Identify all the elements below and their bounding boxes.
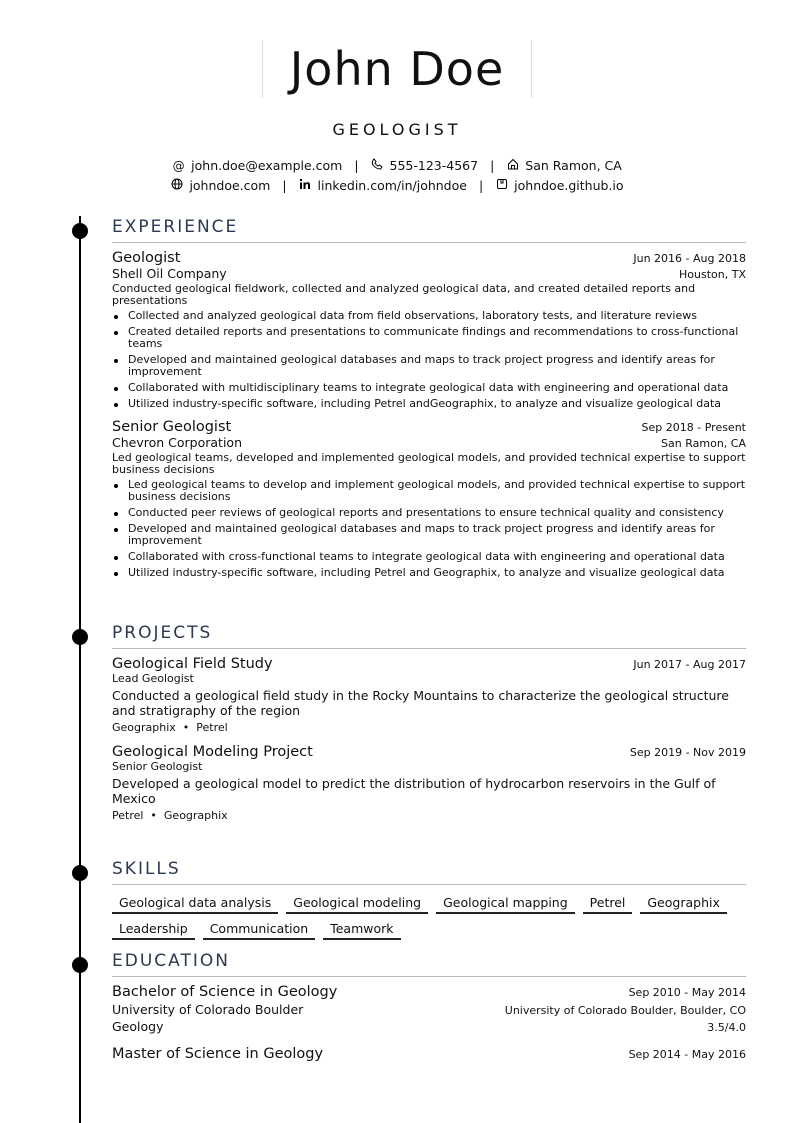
date-range: Jun 2017 - Aug 2017 [633, 658, 746, 671]
section-title: EXPERIENCE [112, 216, 746, 243]
timeline-line [79, 216, 81, 1123]
date-range: Sep 2010 - May 2014 [628, 986, 746, 999]
project-role: Lead Geologist [112, 672, 194, 685]
entry-subheader [112, 1002, 746, 1017]
entry-details [112, 1019, 746, 1034]
candidate-name: John Doe [289, 42, 505, 96]
skill-tag: Geographix [640, 895, 727, 914]
school-name: University of Colorado Boulder [112, 1002, 304, 1017]
linkedin-link[interactable]: linkedin.com/in/johndoe [317, 178, 467, 193]
separator: | [282, 178, 287, 193]
project-name: Geological Modeling Project [112, 744, 313, 760]
skill-tag: Geological mapping [436, 895, 575, 914]
role-title: Senior Geologist [112, 419, 232, 435]
entry-header [112, 250, 746, 266]
education-section [112, 950, 746, 1062]
location-text: San Ramon, CA [525, 158, 622, 173]
education-entry [112, 984, 746, 1034]
skill-list [112, 892, 746, 944]
section-title: PROJECTS [112, 622, 746, 649]
location: San Ramon, CA [661, 437, 746, 450]
education-entry [112, 1046, 746, 1062]
bullet-item: Utilized industry-specific software, including Petrel and Geographix, to analyze and visualize geological data [128, 567, 746, 579]
entry-header [112, 984, 746, 1000]
company-name: Chevron Corporation [112, 435, 242, 450]
home-icon [506, 157, 519, 176]
email-link[interactable]: john.doe@example.com [191, 158, 343, 173]
separator: | [478, 178, 484, 193]
bullet-list [112, 479, 746, 579]
field-of-study: Geology [112, 1019, 164, 1034]
website-link[interactable]: johndoe.com [189, 178, 271, 193]
timeline-dot-projects [72, 629, 88, 645]
experience-entry [112, 419, 746, 579]
project-entry [112, 656, 746, 734]
skill-tag: Geological data analysis [112, 895, 278, 914]
contact-line-1 [0, 156, 794, 176]
bullet-item: Collaborated with multidisciplinary teams to integrate geological data with engineering and operational data [128, 382, 746, 394]
entry-summary: Conducted geological fieldwork, collected and analyzed geological data, and created detailed reports and presentations [112, 282, 696, 307]
entry-header [112, 419, 746, 435]
projects-section [112, 622, 746, 822]
bullet-item: Conducted peer reviews of geological reports and presentations to ensure technical quality and consistency [128, 507, 746, 519]
github-icon [495, 177, 508, 196]
phone-link[interactable]: 555-123-4567 [389, 158, 479, 173]
at-icon: @ [172, 159, 185, 173]
bullet-item: Led geological teams to develop and implement geological models, and provided technical expertise to support business decisions [128, 478, 746, 503]
resume-header [0, 40, 794, 196]
timeline-dot-experience [72, 223, 88, 239]
project-role: Senior Geologist [112, 760, 203, 773]
skill-tag: Geological modeling [286, 895, 428, 914]
name-frame [262, 40, 532, 98]
timeline-dot-skills [72, 865, 88, 881]
skill-tag: Petrel [583, 895, 633, 914]
bullet-item: Collected and analyzed geological data from field observations, laboratory tests, and literature reviews [128, 310, 746, 322]
section-title: SKILLS [112, 858, 746, 885]
bullet-item: Developed and maintained geological databases and maps to track project progress and identify areas for improvement [128, 354, 746, 378]
entry-header [112, 744, 746, 760]
separator: | [490, 158, 495, 173]
globe-icon [170, 177, 183, 196]
degree-name: Master of Science in Geology [112, 1046, 324, 1062]
phone-icon [371, 157, 384, 176]
gpa: 3.5/4.0 [707, 1021, 746, 1034]
date-range: Sep 2014 - May 2016 [628, 1048, 746, 1061]
skill-tag: Teamwork [323, 921, 400, 940]
github-link[interactable]: johndoe.github.io [514, 178, 624, 193]
project-entry [112, 744, 746, 822]
job-title: GEOLOGIST [332, 120, 462, 139]
entry-summary: Led geological teams, developed and implemented geological models, and provided technical expertise to support business decisions [112, 451, 746, 476]
contact-line-2 [0, 176, 794, 196]
bullet-list [112, 310, 746, 410]
project-description: Conducted a geological field study in the Rocky Mountains to characterize the geological structure and stratigraphy of the region [112, 688, 729, 718]
experience-entry [112, 250, 746, 410]
timeline-dot-education [72, 957, 88, 973]
experience-section [112, 216, 746, 583]
entry-header [112, 1046, 746, 1062]
entry-subheader [112, 435, 746, 450]
date-range: Sep 2019 - Nov 2019 [629, 746, 746, 759]
date-range: Jun 2016 - Aug 2018 [633, 252, 746, 265]
role-title: Geologist [112, 250, 181, 266]
section-title: EDUCATION [112, 950, 746, 977]
project-tags: Geographix • Petrel [112, 721, 228, 734]
company-name: Shell Oil Company [112, 266, 227, 281]
skills-section [112, 858, 746, 944]
bullet-item: Developed and maintained geological databases and maps to track project progress and identify areas for improvement [128, 523, 746, 547]
entry-header [112, 656, 746, 672]
school-location: University of Colorado Boulder, Boulder, CO [504, 1004, 746, 1017]
bullet-item: Utilized industry-specific software, including Petrel andGeographix, to analyze and visualize geological data [128, 398, 746, 410]
project-tags: Petrel • Geographix [112, 809, 228, 822]
bullet-item: Created detailed reports and presentations to communicate findings and recommendations to cross-functional teams [128, 326, 746, 350]
project-name: Geological Field Study [112, 656, 273, 672]
date-range: Sep 2018 - Present [641, 421, 746, 434]
bullet-item: Collaborated with cross-functional teams to integrate geological data with engineering and operational data [128, 551, 746, 563]
entry-subheader [112, 266, 746, 281]
skill-tag: Leadership [112, 921, 195, 940]
degree-name: Bachelor of Science in Geology [112, 984, 338, 1000]
location: Houston, TX [679, 268, 746, 281]
separator: | [354, 158, 359, 173]
contact-info [0, 156, 794, 196]
project-description: Developed a geological model to predict the distribution of hydrocarbon reservoirs in the Gulf of Mexico [112, 776, 716, 806]
skill-tag: Communication [203, 921, 316, 940]
linkedin-icon [299, 177, 312, 196]
